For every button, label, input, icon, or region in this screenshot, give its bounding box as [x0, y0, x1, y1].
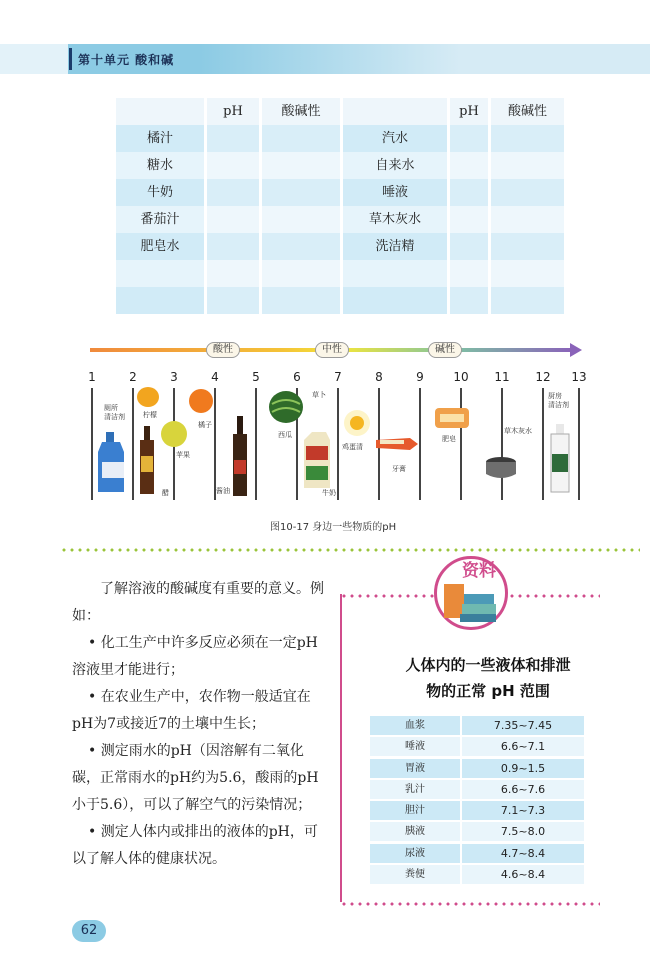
fluid-name: 胰液 [370, 822, 460, 841]
acidity-cell [262, 206, 340, 233]
table-row [370, 800, 584, 821]
grass-label: 草卜 [312, 391, 326, 399]
substance-name: 糖水 [116, 152, 204, 179]
badge-label: 资料 [462, 561, 496, 581]
header-cell-blank [116, 98, 204, 125]
table-row [370, 821, 584, 842]
panel-title-line1: 人体内的一些液体和排泄 [405, 656, 571, 674]
figure-caption: 图10-17 身边一些物质的pH [270, 522, 397, 533]
fluid-name: 乳汁 [370, 780, 460, 799]
tick-label: 11 [494, 370, 510, 384]
substance-name: 自来水 [343, 152, 447, 179]
tick-label: 10 [453, 370, 469, 384]
fluid-name: 唾液 [370, 737, 460, 756]
tick-label: 1 [88, 370, 96, 384]
ph-cell [450, 260, 488, 287]
bullet-icon: • [88, 689, 97, 705]
ph-range: 6.6~7.6 [462, 780, 584, 799]
acidity-cell [491, 260, 564, 287]
table-row [116, 125, 564, 152]
fluid-name: 血浆 [370, 716, 460, 735]
ph-cell [207, 125, 259, 152]
tick-label: 9 [416, 370, 424, 384]
table-row [116, 260, 564, 287]
tick-line [91, 388, 93, 500]
soap-icon [434, 406, 470, 430]
fluid-name: 粪便 [370, 865, 460, 884]
bullet-item [72, 819, 324, 873]
substance-name: 汽水 [343, 125, 447, 152]
tick-line [578, 388, 580, 500]
ph-range: 6.6~7.1 [462, 737, 584, 756]
panel-bottom-border [340, 902, 600, 906]
ph-cell [207, 179, 259, 206]
lemon-icon [136, 386, 160, 408]
table-row [370, 843, 584, 864]
chapter-title: 第十单元 酸和碱 [78, 53, 175, 67]
header-acidity-left: 酸碱性 [262, 98, 340, 125]
ph-range: 7.35~7.45 [462, 716, 584, 735]
table-header-row [116, 98, 564, 125]
toilet-cleaner-bottle-icon [98, 432, 128, 494]
tick-line [460, 388, 462, 500]
kitchen-cleaner-label: 厨房 清洁剂 [548, 392, 569, 409]
base-region-label: 碱性 [428, 342, 462, 358]
tick-label: 6 [293, 370, 301, 384]
bullet-item [72, 738, 324, 819]
page-number: 62 [72, 920, 106, 942]
ash-water-label: 草木灰水 [504, 427, 532, 435]
soy-sauce-label: 酱油 [216, 487, 230, 495]
substance-name: 洗洁精 [343, 233, 447, 260]
substance-name: 肥皂水 [116, 233, 204, 260]
milk-carton-icon [300, 432, 334, 490]
ph-range: 7.5~8.0 [462, 822, 584, 841]
ph-cell [450, 287, 488, 314]
acidity-cell [262, 125, 340, 152]
tick-label: 8 [375, 370, 383, 384]
substance-name [116, 287, 204, 314]
acid-region-label: 酸性 [206, 342, 240, 358]
acidity-cell [491, 152, 564, 179]
acidity-cell [262, 233, 340, 260]
ph-cell [450, 179, 488, 206]
bullet-icon: • [88, 743, 97, 759]
table-row [370, 736, 584, 757]
ph-cell [450, 125, 488, 152]
acidity-cell [491, 287, 564, 314]
ph-cell [450, 152, 488, 179]
ph-scale-figure [86, 338, 586, 513]
tick-line [501, 388, 503, 500]
body-text [72, 576, 324, 873]
books-icon [440, 580, 500, 624]
substance-name: 草木灰水 [343, 206, 447, 233]
acidity-cell [262, 179, 340, 206]
acidity-cell [491, 206, 564, 233]
soap-label: 肥皂 [442, 435, 456, 443]
panel-title-line2: 物的正常 pH 范围 [426, 682, 550, 700]
tick-label: 3 [170, 370, 178, 384]
substance-name [343, 287, 447, 314]
header-cell-blank [343, 98, 447, 125]
bullet-icon: • [88, 635, 97, 651]
ash-water-bowl-icon [484, 456, 518, 482]
watermelon-icon [268, 390, 304, 424]
bullet-icon: • [88, 824, 97, 840]
arrow-head-icon [570, 343, 582, 357]
tick-line [337, 388, 339, 500]
tick-label: 13 [571, 370, 587, 384]
tick-label: 7 [334, 370, 342, 384]
vinegar-label: 醋 [162, 489, 169, 497]
fluid-name: 胆汁 [370, 801, 460, 820]
ph-range: 0.9~1.5 [462, 759, 584, 778]
kitchen-cleaner-bottle-icon [548, 424, 572, 494]
ph-cell [450, 233, 488, 260]
acidity-cell [491, 179, 564, 206]
substance-name: 唾液 [343, 179, 447, 206]
fluid-name: 尿液 [370, 844, 460, 863]
header-band-gradient [200, 44, 460, 74]
ph-cell [207, 260, 259, 287]
neutral-region-label: 中性 [315, 342, 349, 358]
chapter-header [0, 44, 650, 74]
tick-label: 5 [252, 370, 260, 384]
ph-range: 4.7~8.4 [462, 844, 584, 863]
tick-line [214, 388, 216, 500]
ph-range: 7.1~7.3 [462, 801, 584, 820]
ph-cell [207, 152, 259, 179]
substance-name: 牛奶 [116, 179, 204, 206]
tick-line [255, 388, 257, 500]
substance-ph-table [116, 98, 564, 314]
table-row [116, 233, 564, 260]
tick-label: 2 [129, 370, 137, 384]
table-row [116, 179, 564, 206]
orange-icon [188, 388, 214, 414]
table-row [370, 715, 584, 736]
egg-icon [342, 408, 372, 438]
acidity-cell [491, 233, 564, 260]
apple-label: 苹果 [176, 451, 190, 459]
bullet-text: 化工生产中许多反应必须在一定pH溶液里才能进行； [72, 635, 318, 678]
ph-cell [207, 206, 259, 233]
table-row [116, 206, 564, 233]
table-row [370, 758, 584, 779]
ph-cell [207, 233, 259, 260]
acidity-cell [491, 125, 564, 152]
header-ph-left: pH [207, 98, 259, 125]
bullet-text: 在农业生产中，农作物一般适宜在pH为7或接近7的土壤中生长； [72, 689, 311, 732]
table-row [370, 864, 584, 885]
ph-cell [207, 287, 259, 314]
lemon-label: 柠檬 [143, 411, 157, 419]
substance-name: 番茄汁 [116, 206, 204, 233]
toothpaste-label: 牙膏 [392, 465, 406, 473]
egg-white-label: 鸡蛋清 [342, 443, 363, 451]
intro-paragraph: 了解溶液的酸碱度有重要的意义。例如： [72, 581, 324, 624]
body-fluid-ph-table [370, 715, 584, 885]
table-row [116, 287, 564, 314]
table-row [370, 779, 584, 800]
tick-line [542, 388, 544, 500]
tick-label: 12 [535, 370, 551, 384]
toilet-cleaner-label: 厕所 清洁剂 [104, 404, 125, 421]
soy-sauce-bottle-icon [230, 416, 250, 498]
panel-left-border [340, 594, 342, 902]
bullet-item [72, 684, 324, 738]
watermelon-label: 西瓜 [278, 431, 292, 439]
bullet-item [72, 630, 324, 684]
substance-name [343, 260, 447, 287]
toothpaste-icon [376, 434, 420, 450]
header-acidity-right: 酸碱性 [491, 98, 564, 125]
vinegar-bottle-icon [136, 426, 158, 496]
acidity-cell [262, 287, 340, 314]
fluid-name: 胃液 [370, 759, 460, 778]
table-row [116, 152, 564, 179]
orange-label: 橘子 [198, 421, 212, 429]
substance-name [116, 260, 204, 287]
ph-range: 4.6~8.4 [462, 865, 584, 884]
header-band-left [0, 44, 68, 74]
substance-name: 橘汁 [116, 125, 204, 152]
acidity-cell [262, 152, 340, 179]
bullet-text: 测定雨水的pH（因溶解有二氧化碳，正常雨水的pH约为5.6，酸雨的pH小于5.6），可以了解空气的污染情况； [72, 743, 319, 813]
bullet-text: 测定人体内或排出的液体的pH，可以了解人体的健康状况。 [72, 824, 318, 867]
section-divider [60, 548, 640, 552]
tick-line [132, 388, 134, 500]
header-ph-right: pH [450, 98, 488, 125]
apple-icon [160, 418, 188, 448]
tick-label: 4 [211, 370, 219, 384]
ph-cell [450, 206, 488, 233]
acidity-cell [262, 260, 340, 287]
header-marker [69, 48, 72, 70]
milk-label: 牛奶 [322, 489, 336, 497]
